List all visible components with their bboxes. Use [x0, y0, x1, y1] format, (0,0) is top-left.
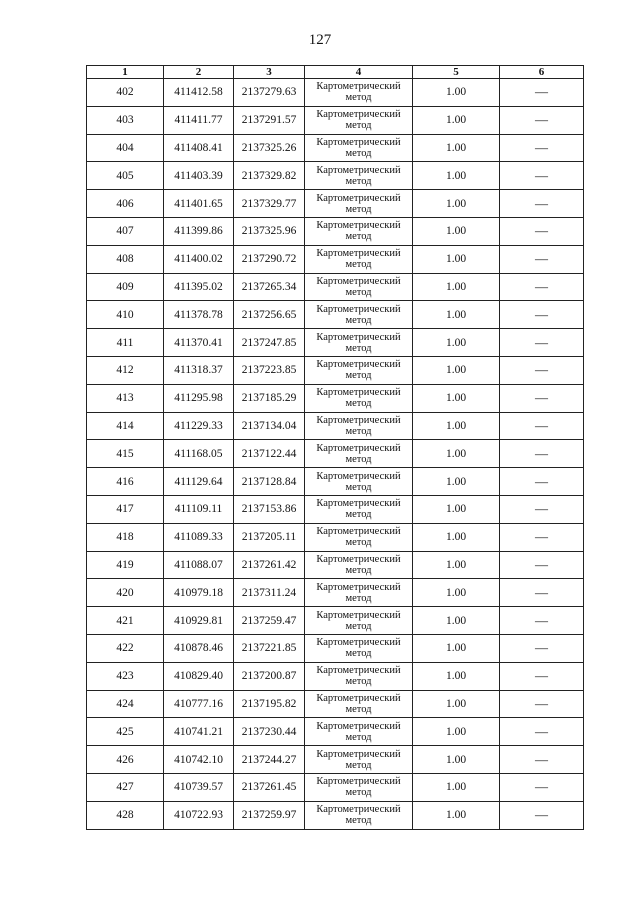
table-row	[87, 190, 584, 218]
y-coordinate-cell: 2137279.63	[234, 79, 305, 107]
description-cell: —	[500, 329, 584, 357]
x-coordinate-cell: 411403.39	[164, 162, 234, 190]
point-number-cell: 405	[87, 162, 164, 190]
y-coordinate-cell: 2137265.34	[234, 273, 305, 301]
accuracy-cell: 1.00	[413, 468, 500, 496]
table-row	[87, 607, 584, 635]
point-number-cell: 407	[87, 217, 164, 245]
point-number-cell: 418	[87, 523, 164, 551]
description-cell: —	[500, 217, 584, 245]
method-line-2: метод	[345, 370, 372, 382]
description-cell: —	[500, 79, 584, 107]
method-cell	[305, 468, 413, 496]
method-cell	[305, 384, 413, 412]
method-line-1: Картометрический	[316, 609, 401, 621]
method-line-1: Картометрический	[316, 275, 401, 287]
method-line-2: метод	[345, 286, 372, 298]
description-cell: —	[500, 440, 584, 468]
method-line-1: Картометрический	[316, 331, 401, 343]
method-cell	[305, 134, 413, 162]
table-row	[87, 79, 584, 107]
method-line-2: метод	[345, 759, 372, 771]
accuracy-cell: 1.00	[413, 551, 500, 579]
table-row	[87, 273, 584, 301]
method-line-2: метод	[345, 147, 372, 159]
y-coordinate-cell: 2137122.44	[234, 440, 305, 468]
y-coordinate-cell: 2137261.45	[234, 773, 305, 801]
x-coordinate-cell: 411318.37	[164, 356, 234, 384]
method-line-1: Картометрический	[316, 526, 401, 538]
accuracy-cell: 1.00	[413, 607, 500, 635]
method-cell	[305, 746, 413, 774]
description-cell: —	[500, 301, 584, 329]
method-line-2: метод	[345, 787, 372, 799]
method-cell	[305, 579, 413, 607]
method-cell	[305, 329, 413, 357]
description-cell: —	[500, 495, 584, 523]
x-coordinate-cell: 411088.07	[164, 551, 234, 579]
description-cell: —	[500, 523, 584, 551]
point-number-cell: 414	[87, 412, 164, 440]
description-cell: —	[500, 551, 584, 579]
method-cell	[305, 801, 413, 829]
description-cell: —	[500, 746, 584, 774]
y-coordinate-cell: 2137244.27	[234, 746, 305, 774]
method-line-2: метод	[345, 481, 372, 493]
method-line-1: Картометрический	[316, 720, 401, 732]
description-cell: —	[500, 773, 584, 801]
y-coordinate-cell: 2137259.97	[234, 801, 305, 829]
x-coordinate-cell: 410929.81	[164, 607, 234, 635]
column-header: 4	[305, 66, 413, 79]
accuracy-cell: 1.00	[413, 634, 500, 662]
method-cell	[305, 551, 413, 579]
method-line-1: Картометрический	[316, 220, 401, 232]
point-number-cell: 419	[87, 551, 164, 579]
method-line-1: Картометрический	[316, 414, 401, 426]
accuracy-cell: 1.00	[413, 495, 500, 523]
method-line-1: Картометрический	[316, 692, 401, 704]
method-cell	[305, 162, 413, 190]
point-number-cell: 421	[87, 607, 164, 635]
x-coordinate-cell: 411412.58	[164, 79, 234, 107]
method-cell	[305, 440, 413, 468]
method-cell	[305, 495, 413, 523]
description-cell: —	[500, 190, 584, 218]
method-cell	[305, 412, 413, 440]
method-line-2: метод	[345, 175, 372, 187]
x-coordinate-cell: 411089.33	[164, 523, 234, 551]
method-cell	[305, 106, 413, 134]
method-cell	[305, 301, 413, 329]
method-line-2: метод	[345, 815, 372, 827]
x-coordinate-cell: 411411.77	[164, 106, 234, 134]
point-number-cell: 411	[87, 329, 164, 357]
table-row	[87, 662, 584, 690]
point-number-cell: 406	[87, 190, 164, 218]
y-coordinate-cell: 2137205.11	[234, 523, 305, 551]
x-coordinate-cell: 411400.02	[164, 245, 234, 273]
x-coordinate-cell: 410979.18	[164, 579, 234, 607]
point-number-cell: 422	[87, 634, 164, 662]
x-coordinate-cell: 411408.41	[164, 134, 234, 162]
accuracy-cell: 1.00	[413, 273, 500, 301]
x-coordinate-cell: 410739.57	[164, 773, 234, 801]
y-coordinate-cell: 2137230.44	[234, 718, 305, 746]
table-row	[87, 384, 584, 412]
x-coordinate-cell: 411395.02	[164, 273, 234, 301]
table-row	[87, 579, 584, 607]
method-line-2: метод	[345, 537, 372, 549]
y-coordinate-cell: 2137325.96	[234, 217, 305, 245]
description-cell: —	[500, 718, 584, 746]
method-line-1: Картометрический	[316, 748, 401, 760]
description-cell: —	[500, 106, 584, 134]
x-coordinate-cell: 411229.33	[164, 412, 234, 440]
method-line-2: метод	[345, 703, 372, 715]
accuracy-cell: 1.00	[413, 245, 500, 273]
description-cell: —	[500, 607, 584, 635]
method-line-1: Картометрический	[316, 192, 401, 204]
method-line-2: метод	[345, 648, 372, 660]
y-coordinate-cell: 2137261.42	[234, 551, 305, 579]
y-coordinate-cell: 2137291.57	[234, 106, 305, 134]
method-line-2: метод	[345, 564, 372, 576]
accuracy-cell: 1.00	[413, 384, 500, 412]
accuracy-cell: 1.00	[413, 412, 500, 440]
table-row	[87, 523, 584, 551]
y-coordinate-cell: 2137247.85	[234, 329, 305, 357]
description-cell: —	[500, 245, 584, 273]
accuracy-cell: 1.00	[413, 190, 500, 218]
column-header: 3	[234, 66, 305, 79]
method-cell	[305, 773, 413, 801]
accuracy-cell: 1.00	[413, 217, 500, 245]
point-number-cell: 425	[87, 718, 164, 746]
method-line-2: метод	[345, 731, 372, 743]
y-coordinate-cell: 2137195.82	[234, 690, 305, 718]
y-coordinate-cell: 2137128.84	[234, 468, 305, 496]
table-row	[87, 634, 584, 662]
method-line-1: Картометрический	[316, 303, 401, 315]
table-row	[87, 440, 584, 468]
accuracy-cell: 1.00	[413, 523, 500, 551]
description-cell: —	[500, 384, 584, 412]
x-coordinate-cell: 410722.93	[164, 801, 234, 829]
table-row	[87, 690, 584, 718]
description-cell: —	[500, 801, 584, 829]
point-number-cell: 408	[87, 245, 164, 273]
table-row	[87, 801, 584, 829]
table-row	[87, 217, 584, 245]
point-number-cell: 426	[87, 746, 164, 774]
method-line-1: Картометрический	[316, 387, 401, 399]
page-number: 127	[308, 32, 332, 48]
accuracy-cell: 1.00	[413, 773, 500, 801]
table-row	[87, 551, 584, 579]
method-line-2: метод	[345, 592, 372, 604]
description-cell: —	[500, 412, 584, 440]
y-coordinate-cell: 2137311.24	[234, 579, 305, 607]
x-coordinate-cell: 411109.11	[164, 495, 234, 523]
y-coordinate-cell: 2137223.85	[234, 356, 305, 384]
table-row	[87, 356, 584, 384]
y-coordinate-cell: 2137290.72	[234, 245, 305, 273]
table-row	[87, 106, 584, 134]
y-coordinate-cell: 2137200.87	[234, 662, 305, 690]
method-line-2: метод	[345, 509, 372, 521]
accuracy-cell: 1.00	[413, 662, 500, 690]
method-cell	[305, 718, 413, 746]
method-cell	[305, 79, 413, 107]
table-row	[87, 718, 584, 746]
description-cell: —	[500, 468, 584, 496]
accuracy-cell: 1.00	[413, 690, 500, 718]
table-row	[87, 746, 584, 774]
y-coordinate-cell: 2137256.65	[234, 301, 305, 329]
accuracy-cell: 1.00	[413, 356, 500, 384]
method-cell	[305, 190, 413, 218]
method-line-1: Картометрический	[316, 498, 401, 510]
method-line-1: Картометрический	[316, 553, 401, 565]
point-number-cell: 409	[87, 273, 164, 301]
description-cell: —	[500, 134, 584, 162]
description-cell: —	[500, 162, 584, 190]
y-coordinate-cell: 2137329.77	[234, 190, 305, 218]
point-number-cell: 424	[87, 690, 164, 718]
description-cell: —	[500, 690, 584, 718]
method-line-1: Картометрический	[316, 359, 401, 371]
y-coordinate-cell: 2137259.47	[234, 607, 305, 635]
method-cell	[305, 607, 413, 635]
method-line-1: Картометрический	[316, 248, 401, 260]
x-coordinate-cell: 411168.05	[164, 440, 234, 468]
y-coordinate-cell: 2137325.26	[234, 134, 305, 162]
accuracy-cell: 1.00	[413, 162, 500, 190]
method-line-1: Картометрический	[316, 470, 401, 482]
table-row	[87, 329, 584, 357]
accuracy-cell: 1.00	[413, 301, 500, 329]
method-line-2: метод	[345, 203, 372, 215]
point-number-cell: 402	[87, 79, 164, 107]
description-cell: —	[500, 356, 584, 384]
method-line-1: Картометрический	[316, 81, 401, 93]
x-coordinate-cell: 410777.16	[164, 690, 234, 718]
method-line-1: Картометрический	[316, 136, 401, 148]
x-coordinate-cell: 411399.86	[164, 217, 234, 245]
column-header: 6	[500, 66, 584, 79]
method-line-2: метод	[345, 620, 372, 632]
coordinates-table	[86, 65, 584, 830]
method-cell	[305, 662, 413, 690]
point-number-cell: 420	[87, 579, 164, 607]
method-line-2: метод	[345, 92, 372, 104]
method-cell	[305, 634, 413, 662]
method-cell	[305, 273, 413, 301]
x-coordinate-cell: 411295.98	[164, 384, 234, 412]
method-line-2: метод	[345, 425, 372, 437]
point-number-cell: 417	[87, 495, 164, 523]
accuracy-cell: 1.00	[413, 134, 500, 162]
x-coordinate-cell: 410878.46	[164, 634, 234, 662]
point-number-cell: 416	[87, 468, 164, 496]
method-cell	[305, 523, 413, 551]
x-coordinate-cell: 411370.41	[164, 329, 234, 357]
point-number-cell: 415	[87, 440, 164, 468]
method-line-2: метод	[345, 676, 372, 688]
accuracy-cell: 1.00	[413, 329, 500, 357]
point-number-cell: 412	[87, 356, 164, 384]
table-row	[87, 245, 584, 273]
method-cell	[305, 217, 413, 245]
x-coordinate-cell: 411129.64	[164, 468, 234, 496]
point-number-cell: 403	[87, 106, 164, 134]
method-line-2: метод	[345, 259, 372, 271]
column-header: 1	[87, 66, 164, 79]
method-line-2: метод	[345, 120, 372, 132]
method-line-1: Картометрический	[316, 164, 401, 176]
method-line-1: Картометрический	[316, 442, 401, 454]
method-line-2: метод	[345, 342, 372, 354]
method-line-2: метод	[345, 453, 372, 465]
method-line-1: Картометрический	[316, 581, 401, 593]
y-coordinate-cell: 2137329.82	[234, 162, 305, 190]
table-row	[87, 773, 584, 801]
y-coordinate-cell: 2137221.85	[234, 634, 305, 662]
y-coordinate-cell: 2137185.29	[234, 384, 305, 412]
table-header-row	[87, 66, 584, 79]
point-number-cell: 428	[87, 801, 164, 829]
x-coordinate-cell: 411401.65	[164, 190, 234, 218]
method-line-2: метод	[345, 398, 372, 410]
accuracy-cell: 1.00	[413, 79, 500, 107]
method-line-1: Картометрический	[316, 776, 401, 788]
method-line-1: Картометрический	[316, 637, 401, 649]
method-line-1: Картометрический	[316, 109, 401, 121]
x-coordinate-cell: 410742.10	[164, 746, 234, 774]
x-coordinate-cell: 410829.40	[164, 662, 234, 690]
accuracy-cell: 1.00	[413, 579, 500, 607]
table-row	[87, 495, 584, 523]
table-row	[87, 412, 584, 440]
accuracy-cell: 1.00	[413, 718, 500, 746]
x-coordinate-cell: 410741.21	[164, 718, 234, 746]
column-header: 2	[164, 66, 234, 79]
method-cell	[305, 690, 413, 718]
point-number-cell: 427	[87, 773, 164, 801]
method-line-2: метод	[345, 314, 372, 326]
x-coordinate-cell: 411378.78	[164, 301, 234, 329]
method-cell	[305, 245, 413, 273]
description-cell: —	[500, 662, 584, 690]
accuracy-cell: 1.00	[413, 746, 500, 774]
point-number-cell: 410	[87, 301, 164, 329]
method-line-2: метод	[345, 231, 372, 243]
description-cell: —	[500, 634, 584, 662]
point-number-cell: 404	[87, 134, 164, 162]
accuracy-cell: 1.00	[413, 106, 500, 134]
accuracy-cell: 1.00	[413, 440, 500, 468]
y-coordinate-cell: 2137153.86	[234, 495, 305, 523]
accuracy-cell: 1.00	[413, 801, 500, 829]
column-header: 5	[413, 66, 500, 79]
table-row	[87, 468, 584, 496]
method-line-1: Картометрический	[316, 665, 401, 677]
y-coordinate-cell: 2137134.04	[234, 412, 305, 440]
method-line-1: Картометрический	[316, 804, 401, 816]
point-number-cell: 423	[87, 662, 164, 690]
table-row	[87, 134, 584, 162]
description-cell: —	[500, 273, 584, 301]
table-row	[87, 162, 584, 190]
point-number-cell: 413	[87, 384, 164, 412]
table-row	[87, 301, 584, 329]
description-cell: —	[500, 579, 584, 607]
method-cell	[305, 356, 413, 384]
